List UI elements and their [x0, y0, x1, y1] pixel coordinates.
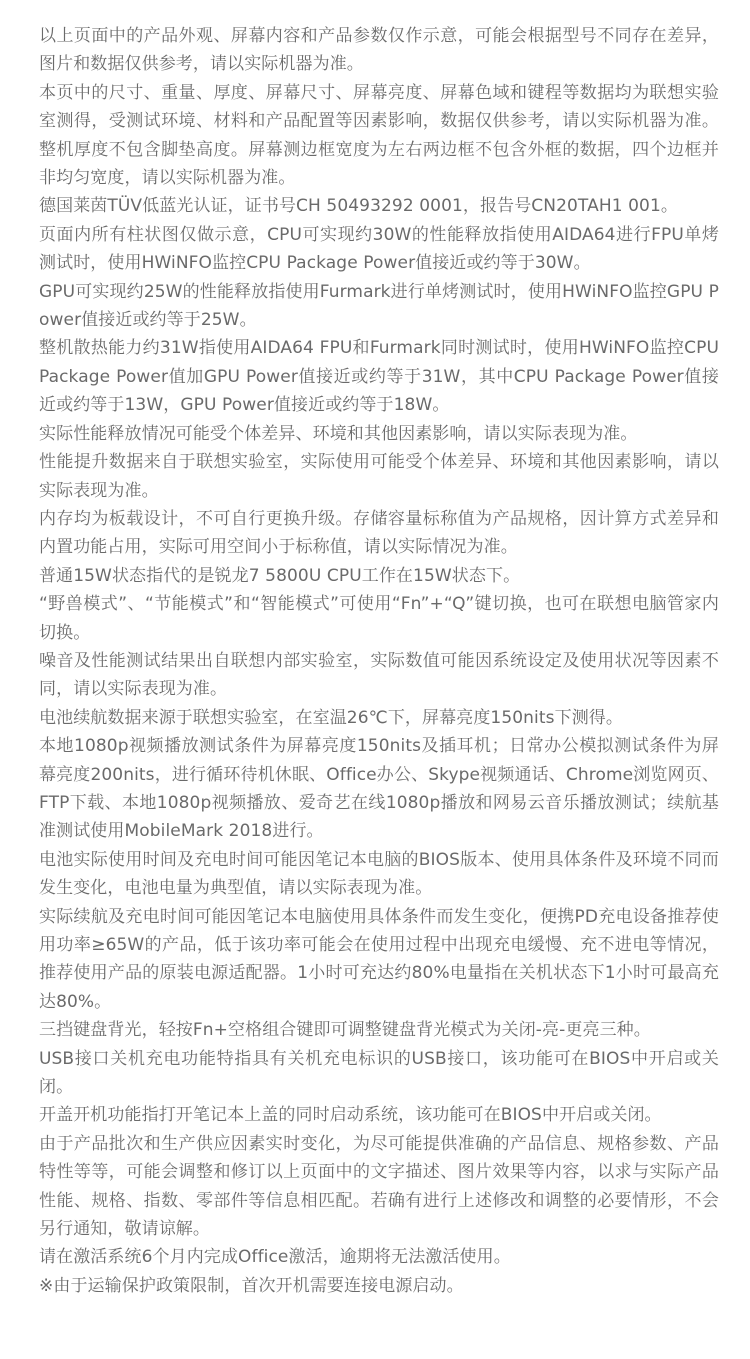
- disclaimer-paragraph: 由于产品批次和生产供应因素实时变化，为尽可能提供准确的产品信息、规格参数、产品特性等等，可能会调整和修订以上页面中的文字描述、图片效果等内容，以求与实际产品性能、规格、指数、零部件等信息相匹配。若确有进行上述修改和调整的必要情形，不会另行通知，敬请谅解。: [39, 1133, 719, 1240]
- disclaimer-paragraph: ※由于运输保护政策限制，首次开机需要连接电源启动。: [39, 1275, 464, 1296]
- disclaimer-paragraph: 整机散热能力约31W指使用AIDA64 FPU和Furmark同时测试时，使用HWiNFO监控CPU Package Power值加GPU Power值接近或约等于31W，其中CPU Package Power值接近或约等于13W，GPU Power值接近或约等于18W。: [39, 338, 719, 416]
- disclaimer-paragraph: 实际性能释放情况可能受个体差异、环境和其他因素影响，请以实际表现为准。: [39, 423, 638, 444]
- disclaimer-paragraph: 本页中的尺寸、重量、厚度、屏幕尺寸、屏幕亮度、屏幕色域和键程等数据均为联想实验室测得，受测试环境、材料和产品配置等因素影响，数据仅供参考，请以实际机器为准。整机厚度不包含脚垫高度。屏幕测边框宽度为左右两边框不包含外框的数据，四个边框并非均匀宽度，请以实际机器为准。: [39, 82, 719, 189]
- disclaimer-paragraph: 开盖开机功能指打开笔记本上盖的同时启动系统，该功能可在BIOS中开启或关闭。: [39, 1105, 662, 1126]
- disclaimer-paragraph: 普通15W状态指代的是锐龙7 5800U CPU工作在15W状态下。: [39, 565, 521, 586]
- disclaimer-paragraph: 请在激活系统6个月内完成Office激活，逾期将无法激活使用。: [39, 1247, 511, 1268]
- disclaimer-paragraph: 性能提升数据来自于联想实验室，实际使用可能受个体差异、环境和其他因素影响，请以实际表现为准。: [39, 452, 719, 501]
- disclaimer-paragraph: 以上页面中的产品外观、屏幕内容和产品参数仅作示意，可能会根据型号不同存在差异，图片和数据仅供参考，请以实际机器为准。: [39, 26, 719, 75]
- disclaimer-paragraph: 实际续航及充电时间可能因笔记本电脑使用具体条件而发生变化，便携PD充电设备推荐使用功率≥65W的产品，低于该功率可能会在使用过程中出现充电缓慢、充不进电等情况，推荐使用产品的原装电源适配器。1小时可充达约80%电量指在关机状态下1小时可最高充达80%。: [39, 906, 719, 1012]
- disclaimer-paragraph: 电池实际使用时间及充电时间可能因笔记本电脑的BIOS版本、使用具体条件及环境不同而发生变化，电池电量为典型值，请以实际表现为准。: [39, 849, 719, 899]
- disclaimer-paragraph: 电池续航数据来源于联想实验室，在室温26℃下，屏幕亮度150nits下测得。: [39, 707, 623, 728]
- disclaimer-paragraph: 噪音及性能测试结果出自联想内部实验室，实际数值可能因系统设定及使用状况等因素不同，请以实际表现为准。: [39, 650, 719, 700]
- disclaimer-paragraph: 页面内所有柱状图仅做示意，CPU可实现约30W的性能释放指使用AIDA64进行FPU单烤测试时，使用HWiNFO监控CPU Package Power值接近或约等于30W。: [39, 224, 719, 274]
- disclaimer-paragraph: 本地1080p视频播放测试条件为屏幕亮度150nits及插耳机；日常办公模拟测试条件为屏幕亮度200nits，进行循环待机休眠、Office办公、Skype视频通话、Chrome浏览网页、FTP下载、本地1080p视频播放、爱奇艺在线1080p播放和网易云音乐播放测试；续航基准测试使用MobileMark 2018进行。: [39, 736, 719, 842]
- disclaimer-paragraph: 内存均为板载设计，不可自行更换升级。存储容量标称值为产品规格，因计算方式差异和内置功能占用，实际可用空间小于标称值，请以实际情况为准。: [39, 508, 719, 558]
- disclaimer-paragraph: USB接口关机充电功能特指具有关机充电标识的USB接口，该功能可在BIOS中开启或关闭。: [39, 1048, 719, 1098]
- disclaimer-paragraph: 三挡键盘背光，轻按Fn+空格组合键即可调整键盘背光模式为关闭-亮-更亮三种。: [39, 1020, 651, 1041]
- disclaimer-paragraph: 德国莱茵TÜV低蓝光认证，证书号CH 50493292 0001，报告号CN20TAH1 001。: [39, 196, 678, 217]
- disclaimer-notes: [39, 22, 719, 1300]
- disclaimer-paragraph: “野兽模式”、“节能模式”和“智能模式”可使用“Fn”+“Q”键切换，也可在联想电脑管家内切换。: [39, 594, 719, 643]
- disclaimer-paragraph: GPU可实现约25W的性能释放指使用Furmark进行单烤测试时，使用HWiNFO监控GPU Power值接近或约等于25W。: [39, 281, 719, 331]
